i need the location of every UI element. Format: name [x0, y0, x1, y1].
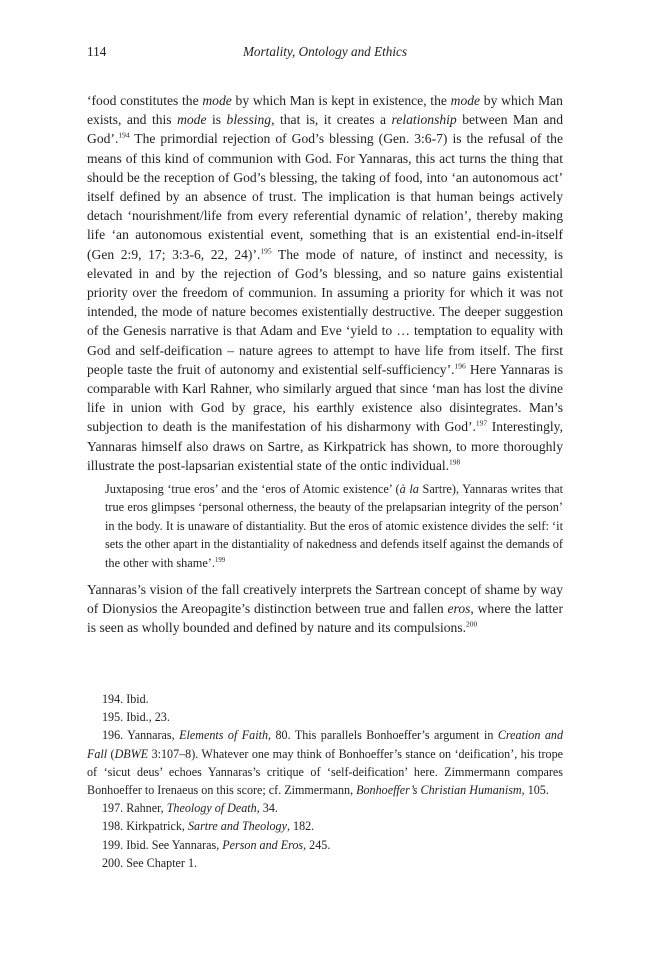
text-span: 198. Kirkpatrick, — [102, 819, 188, 834]
text-span: 3:107–8). Whatever one may think of Bonhoeffer’s stance on ‘deification’, his trope of ‘sicut deus’ echoes Yannaras’s critique of ‘self-deification’ here. Zimmermann compares Bonhoeffer to Irenaeus on this score; cf. Zimmermann, — [87, 746, 563, 798]
text-span: by which Man exists, and this — [87, 93, 563, 128]
book-title: Creation and Fall — [87, 728, 563, 761]
book-title: Elements of Faith — [179, 728, 268, 743]
page-header — [87, 44, 563, 62]
footnote-ref-198[interactable]: 198 — [449, 457, 461, 467]
text-span: Here Yannaras is comparable with Karl Rahner, who similarly argued that since ‘man has lost the divine life in union with God by grace, his earthly existence also disintegrates. Man’s subjection to death is the manifestation of his disharmony with God’. — [87, 361, 563, 435]
footnote-196 — [87, 726, 563, 799]
text-span: 197. Rahner, — [102, 801, 167, 816]
italic-mode: mode — [202, 93, 232, 108]
text-span: Juxtaposing ‘true eros’ and the ‘eros of Atomic existence’ ( — [105, 482, 400, 496]
main-paragraph — [87, 91, 563, 475]
text-span: , 80. This parallels Bonhoeffer’s argument in — [268, 728, 498, 743]
footnote-ref-200[interactable]: 200 — [466, 619, 478, 629]
book-title: Person and Eros — [222, 837, 304, 852]
footnote-200: 200. See Chapter 1. — [102, 855, 198, 870]
italic-mode: mode — [450, 93, 481, 108]
text-span: , where the latter is seen as wholly bounded and defined by nature and its compulsions. — [87, 601, 563, 636]
text-span: , 34. — [256, 801, 278, 816]
footnote-197 — [87, 799, 563, 817]
block-quote-text — [105, 480, 563, 572]
footnote-195: 195. Ibid., 23. — [102, 710, 170, 725]
text-span: ( — [107, 746, 115, 761]
text-span: by which Man is kept in existence, the — [231, 93, 451, 108]
book-title: Bonhoeffer’s Christian Humanism — [356, 783, 522, 798]
text-span: The mode of nature, of instinct and necessity, is elevated in and by the rejection of God’s blessing, and so nature gains existential priority over the freedom of communion. In assuming a priority for which it was not intended, the mode of nature becomes existentially destructive. The deeper suggestion of the Genesis narrative is that Adam and Eve ‘yield to … temptation to equality with God and self-deification – nature agrees to attempt to have life from itself. The first people taste the fruit of autonomy and existential self-sufficiency’. — [87, 246, 564, 377]
text-span: ‘food constitutes the — [87, 93, 203, 108]
italic-blessing: blessing — [226, 112, 272, 128]
italic-mode: mode — [177, 112, 207, 128]
text-span: 196. Yannaras, — [102, 728, 180, 743]
text-span: , 182. — [286, 819, 315, 834]
italic-relationship: relationship — [391, 112, 457, 128]
block-quote — [105, 480, 563, 572]
footnote-ref-197[interactable]: 197 — [475, 418, 488, 428]
closing-paragraph — [87, 580, 563, 638]
series-abbrev: DBWE — [114, 746, 149, 761]
footnote-199 — [87, 836, 563, 854]
running-title: Mortality, Ontology and Ethics — [242, 44, 408, 59]
text-span: 199. Ibid. See Yannaras, — [102, 837, 223, 852]
text-span: , that is, it creates a — [271, 112, 392, 128]
book-title: Theology of Death — [166, 801, 257, 816]
footnotes — [87, 690, 563, 872]
text-span: , 245. — [303, 837, 331, 852]
text-span: The primordial rejection of God’s blessing (Gen. 3:6-7) is the refusal of the means of this kind of communion with God. For Yannaras, this act turns the thing that should be the reception of God’s blessing, the taking of food, into ‘an autonomous act’ itself defined by an absence of trust. The implication is that human beings actively detach ‘nourishment/life from every referential dynamic of relation’, thereby making life ‘an autonomous existential event, something that is an existential end-in-itself (Gen 2:9, 17; 3:3-6, 22, 24)’. — [87, 131, 563, 262]
footnote-ref-195[interactable]: 195 — [260, 246, 272, 256]
paragraph-1 — [87, 91, 563, 475]
italic-eros: eros — [447, 601, 471, 617]
footnote-ref-194[interactable]: 194 — [118, 130, 130, 140]
text-span: Sartre), Yannaras writes that true eros glimpses ‘personal otherness, the beauty of the prelapsarian integrity of the person’ in the body. It is unaware of distantiality. But the eros of atomic existence divides the self: ‘it sets the other apart in the distantiality of nakedness and defends itself against the demands of the other with shame’. — [105, 482, 563, 570]
text-span: Interestingly, Yannaras himself also draws on Sartre, as Kirkpatrick has shown, to more thoroughly illustrate the post-lapsarian existential state of the ontic individual. — [87, 419, 563, 473]
italic-a-la: à la — [399, 482, 419, 496]
footnote-194: 194. Ibid. — [102, 692, 149, 706]
text-span: is — [206, 112, 227, 128]
book-title: Sartre and Theology — [187, 819, 287, 834]
footnote-ref-199[interactable]: 199 — [214, 556, 226, 564]
page-number: 114 — [87, 44, 107, 59]
text-span: Yannaras’s vision of the fall creatively interprets the Sartrean concept of shame by way of Dionysios the Areopagite’s distinction between true and fallen — [87, 582, 563, 617]
text-span: , 105. — [521, 783, 549, 798]
paragraph-2 — [87, 580, 563, 638]
footnote-ref-196[interactable]: 196 — [454, 361, 466, 371]
text-span: between Man and God’. — [87, 112, 563, 147]
footnote-198 — [87, 817, 563, 835]
